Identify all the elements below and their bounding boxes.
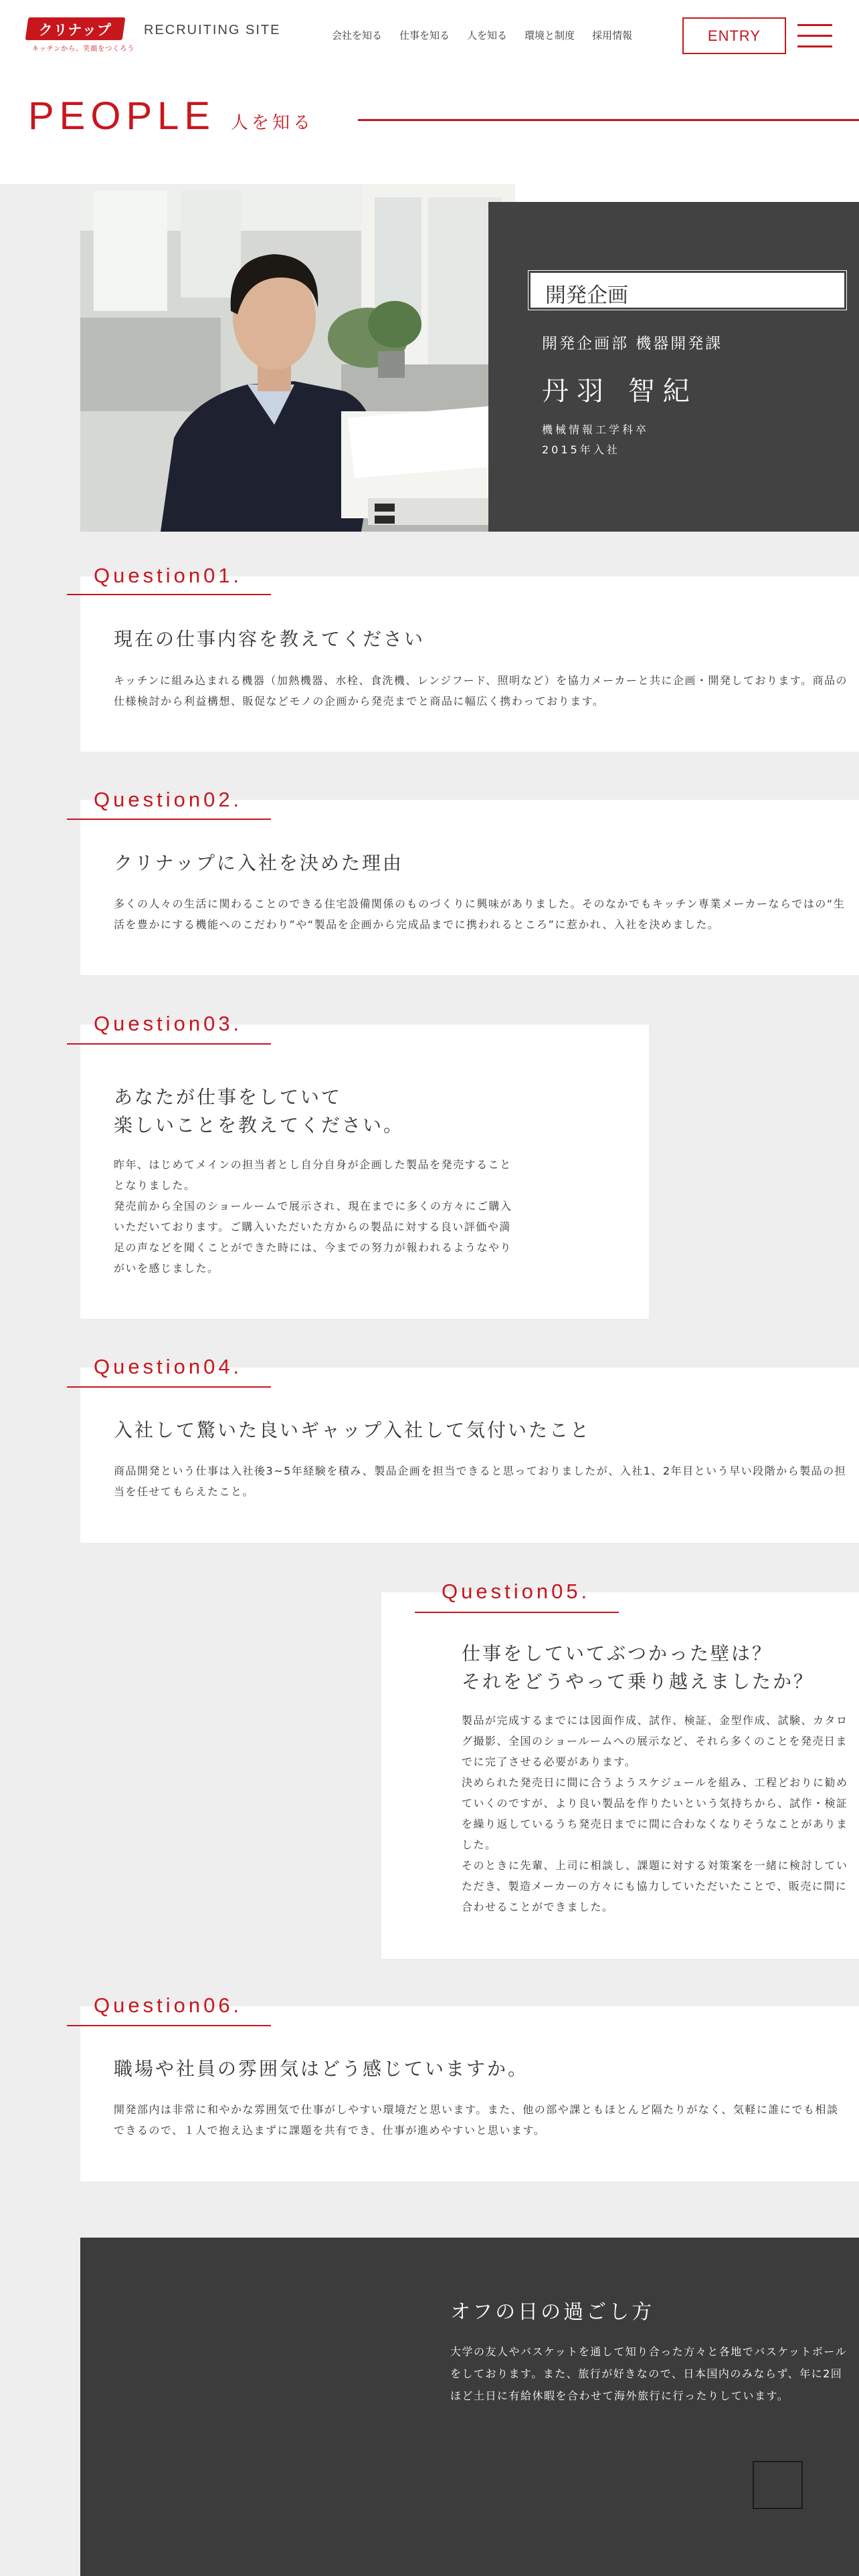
page-top-button[interactable] xyxy=(753,2461,803,2509)
entry-button[interactable]: ENTRY xyxy=(682,17,786,54)
question-title: クリナップに入社を決めた理由 xyxy=(114,852,403,874)
question-underline xyxy=(67,819,271,820)
question-label: Question01. xyxy=(94,564,243,587)
site-header xyxy=(0,0,859,74)
grey-strip xyxy=(0,184,80,271)
offday-body: 大学の友人やバスケットを通して知り合った方々と各地でバスケットボールをしております。また、旅行が好きなので、日本国内のみならず、年に2回ほど土日に有給休暇を合わせて海外旅行に行ったりしています。 xyxy=(450,2345,848,2402)
question-label: Question05. xyxy=(442,1580,591,1603)
question-underline xyxy=(415,1612,619,1613)
question-card xyxy=(80,800,859,975)
question-answer: 商品開発という仕事は入社後3~5年経験を積み、製品企画を担当できると思っておりましたが、入社1、2年目という早い段階から製品の担当を任せてもらえたこと。 xyxy=(114,1465,847,1498)
question-card xyxy=(80,576,859,752)
question-answer: 開発部内は非常に和やかな雰囲気で仕事がしやすい環境だと思います。また、他の部や課ともほとんど隔たりがなく、気軽に誰にでも相談できるので、１人で抱え込まずに課題を共有でき、仕事が進めやすいと思います。 xyxy=(114,2103,839,2137)
page-subtitle: 人を知る xyxy=(231,113,314,133)
question-card xyxy=(80,2006,859,2181)
question-label: Question04. xyxy=(94,1355,243,1378)
global-nav xyxy=(332,28,650,42)
question-label: Question06. xyxy=(94,1994,243,2017)
question-card xyxy=(80,1368,859,1543)
question-title: 入社して驚いた良いギャップ入社して気付いたこと xyxy=(114,1419,591,1441)
join-year: 2015年入社 xyxy=(542,443,620,456)
title-rule xyxy=(358,119,859,121)
question-title: あなたが仕事をしていて 楽しいことを教えてください。 xyxy=(114,1086,405,1136)
nav-recruit[interactable]: 採用情報 xyxy=(592,29,633,41)
question-title: 現在の仕事内容を教えてください xyxy=(114,628,425,650)
question-title: 職場や社員の雰囲気はどう感じていますか。 xyxy=(114,2058,529,2080)
page-title: PEOPLE xyxy=(28,94,216,138)
nav-work[interactable]: 仕事を知る xyxy=(399,29,450,41)
employee-photo xyxy=(80,184,515,532)
offday-title: オフの日の過ごし方 xyxy=(450,2300,655,2324)
question-label: Question03. xyxy=(94,1012,243,1035)
employee-name: 丹羽 智紀 xyxy=(542,376,698,407)
division: 開発企画部 機器開発課 xyxy=(542,335,723,352)
hamburger-menu-icon[interactable] xyxy=(797,24,832,49)
question-title: 仕事をしていてぶつかった壁は？ それをどうやって乗り越えましたか？ xyxy=(462,1642,815,1693)
question-answer: 製品が完成するまでには図面作成、試作、検証、金型作成、試験、カタログ撮影、全国のショールームへの展示など、それら多くのことを発売日までに完了させる必要があります。 決められた発売日に間に合うようスケジュールを組み、工程どおりに勧めていくのですが、より良い製品を作りたいという気持ちから、試作・検証を繰り返しているうち発売日までに間に合わなくなりそうなことがありました。 そのときに先輩、上司に相談し、課題に対する対策案を一緒に検討していただき、製造メーカーの方々にも協力していただいたことで、販売に間に合わせることができました。 xyxy=(462,1714,848,1913)
site-name: RECRUITING SITE xyxy=(144,23,281,37)
question-answer: 昨年、はじめてメインの担当者とし自分自身が企画した製品を発売することとなりました。 発売前から全国のショールームで展示され、現在までに多くの方々にご購入いただいております。ご購入いただいた方からの製品に対する良い評価や満足の声などを聞くことができた時には、今までの努力が報われるようなやりがいを感じました。 xyxy=(114,1158,512,1275)
logo-badge xyxy=(25,17,126,40)
school: 機械情報工学科卒 xyxy=(542,423,650,436)
offday-section xyxy=(80,2238,859,2576)
job-category-box xyxy=(529,271,846,310)
question-underline xyxy=(67,2025,271,2026)
question-underline xyxy=(67,594,271,595)
cleanup-logo[interactable] xyxy=(27,17,135,53)
logo-text: クリナップ xyxy=(38,22,112,38)
nav-environment[interactable]: 環境と制度 xyxy=(524,29,575,41)
question-answer: 多くの人々の生活に関わることのできる住宅設備関係のものづくりに興味がありました。そのなかでもキッチン専業メーカーならではの“生活を豊かにする機能へのこだわり”や“製品を企画から完成品までに携われるところ”に惹かれ、入社を決めました。 xyxy=(114,897,846,931)
question-underline xyxy=(67,1043,271,1045)
question-answer: キッチンに組み込まれる機器（加熱機器、水栓、食洗機、レンジフード、照明など）を協力メーカーと共に企画・開発しております。商品の仕様検討から利益構想、販促などモノの企画から発売までと商品に幅広く携わっております。 xyxy=(114,674,848,708)
job-category: 開発企画 xyxy=(545,284,628,308)
question-underline xyxy=(67,1386,271,1388)
logo-tagline: キッチンから、笑顔をつくろう xyxy=(32,45,135,53)
nav-people[interactable]: 人を知る xyxy=(467,29,508,41)
nav-company[interactable]: 会社を知る xyxy=(332,29,383,41)
question-label: Question02. xyxy=(94,788,243,811)
profile-card xyxy=(488,202,859,532)
